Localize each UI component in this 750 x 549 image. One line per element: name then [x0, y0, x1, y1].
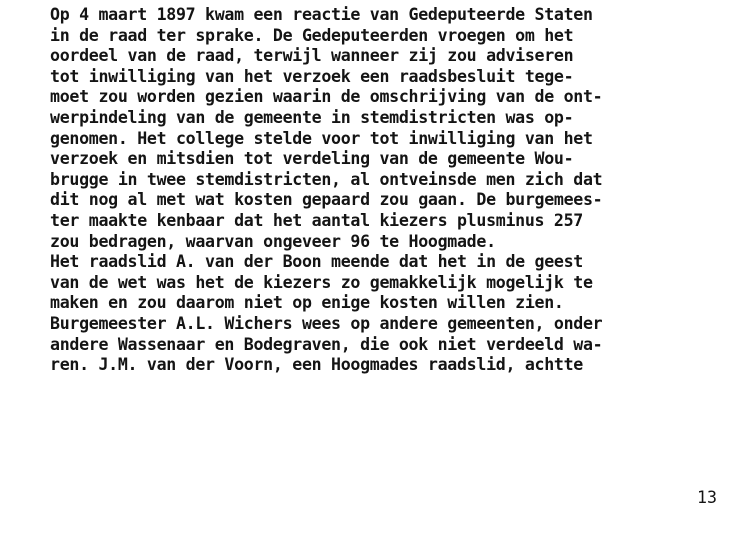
text-line: andere Wassenaar en Bodegraven, die ook niet verdeeld wa-: [50, 334, 603, 354]
text-line: verzoek en mitsdien tot verdeling van de gemeente Wou-: [50, 149, 574, 169]
text-line: Burgemeester A.L. Wichers wees op andere gemeenten, onder: [50, 313, 603, 333]
text-line: Op 4 maart 1897 kwam een reactie van Gedeputeerde Staten: [50, 5, 593, 24]
text-line: maken en zou daarom niet op enige kosten willen zien.: [50, 293, 564, 313]
text-line: in de raad ter sprake. De Gedeputeerden vroegen om het: [50, 25, 574, 45]
text-line: Het raadslid A. van der Boon meende dat het in de geest: [50, 252, 583, 272]
text-line: oordeel van de raad, terwijl wanneer zij zou adviseren: [50, 46, 574, 66]
text-line: moet zou worden gezien waarin de omschrijving van de ont-: [50, 87, 603, 107]
text-line: brugge in twee stemdistricten, al ontveinsde men zich dat: [50, 169, 603, 189]
page-number: 13: [697, 488, 717, 507]
body-text: [50, 5, 745, 376]
text-line: van de wet was het de kiezers zo gemakkelijk mogelijk te: [50, 272, 593, 292]
text-line: ren. J.M. van der Voorn, een Hoogmades raadslid, achtte: [50, 355, 583, 375]
text-line: ter maakte kenbaar dat het aantal kiezers plusminus 257: [50, 210, 583, 230]
text-line: zou bedragen, waarvan ongeveer 96 te Hoogmade.: [50, 231, 496, 251]
text-line: dit nog al met wat kosten gepaard zou gaan. De burgemees-: [50, 190, 603, 210]
text-line: werpindeling van de gemeente in stemdistricten was op-: [50, 107, 574, 127]
text-line: genomen. Het college stelde voor tot inwilliging van het: [50, 128, 593, 148]
text-line: tot inwilliging van het verzoek een raadsbesluit tege-: [50, 66, 574, 86]
